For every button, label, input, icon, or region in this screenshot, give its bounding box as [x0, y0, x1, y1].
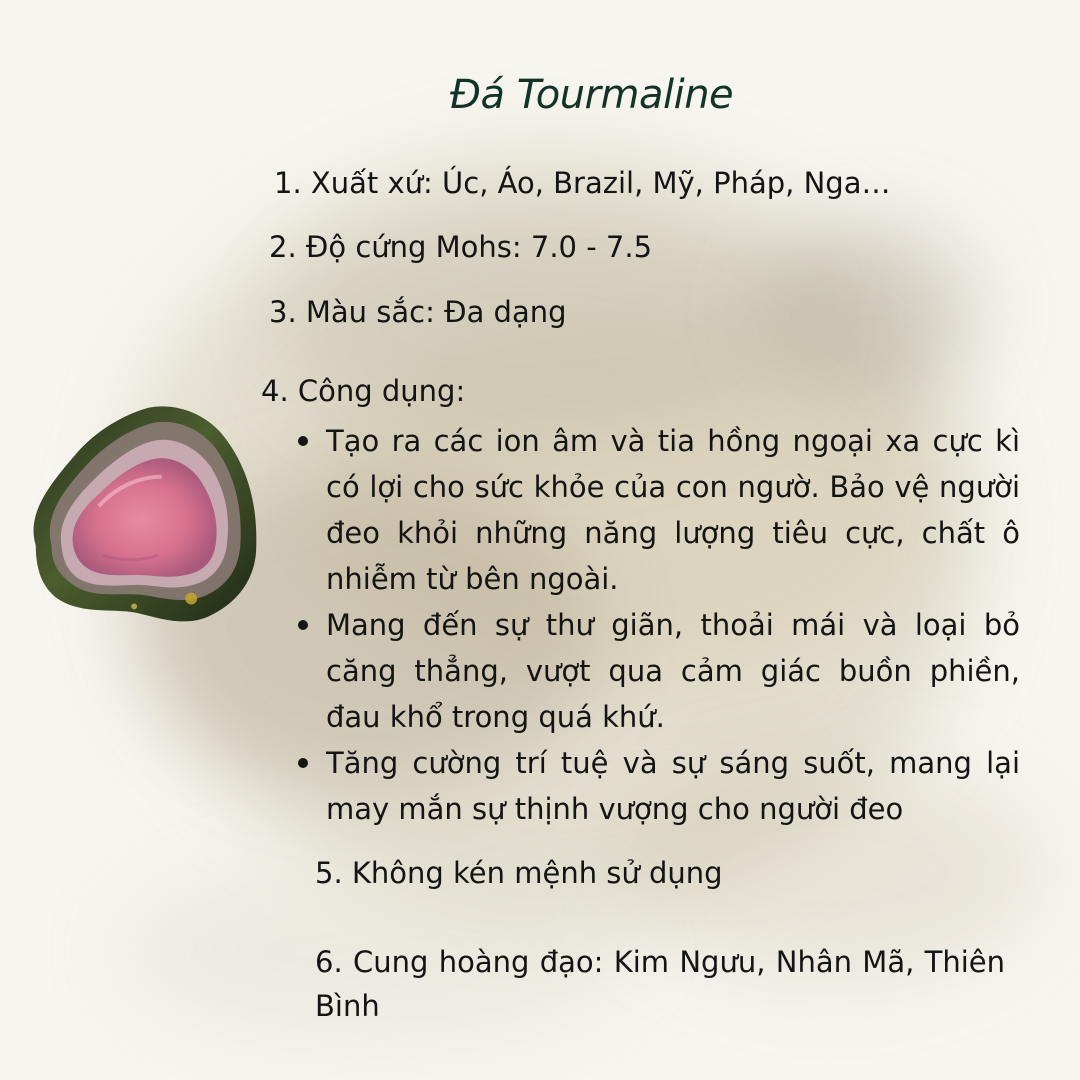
stone-fleck: [131, 604, 137, 610]
uses-heading: 4. Công dụng:: [261, 374, 466, 408]
tourmaline-stone-icon: [24, 398, 260, 634]
use-text: Mang đến sự thư giãn, thoải mái và loại bỏ căng thẳng, vượt qua cảm giác buồn phiền, đau khổ trong quá khứ.: [326, 608, 1020, 734]
hardness-line: 2. Độ cứng Mohs: 7.0 - 7.5: [269, 230, 653, 264]
zodiac-line: 6. Cung hoàng đạo: Kim Ngưu, Nhân Mã, Thiên Bình: [315, 945, 1005, 1023]
list-item: [326, 602, 1020, 740]
page-title: Đá Tourmaline: [450, 72, 734, 118]
list-item: [326, 740, 1020, 832]
list-item: [326, 418, 1020, 602]
origin-line: 1. Xuất xứ: Úc, Áo, Brazil, Mỹ, Pháp, Nga…: [274, 166, 891, 200]
color-line: 3. Màu sắc: Đa dạng: [269, 295, 567, 329]
use-text: Tăng cường trí tuệ và sự sáng suốt, mang lại may mắn sự thịnh vượng cho người đeo: [326, 746, 1020, 826]
fate-line: 5. Không kén mệnh sử dụng: [315, 856, 723, 890]
stone-fleck: [185, 593, 197, 605]
use-text: Tạo ra các ion âm và tia hồng ngoại xa cực kì có lợi cho sức khỏe của con ngườ. Bảo vệ người đeo khỏi những năng lượng tiêu cực, chất ô nhiễm từ bên ngoài.: [326, 424, 1020, 596]
uses-list: [326, 418, 1020, 832]
